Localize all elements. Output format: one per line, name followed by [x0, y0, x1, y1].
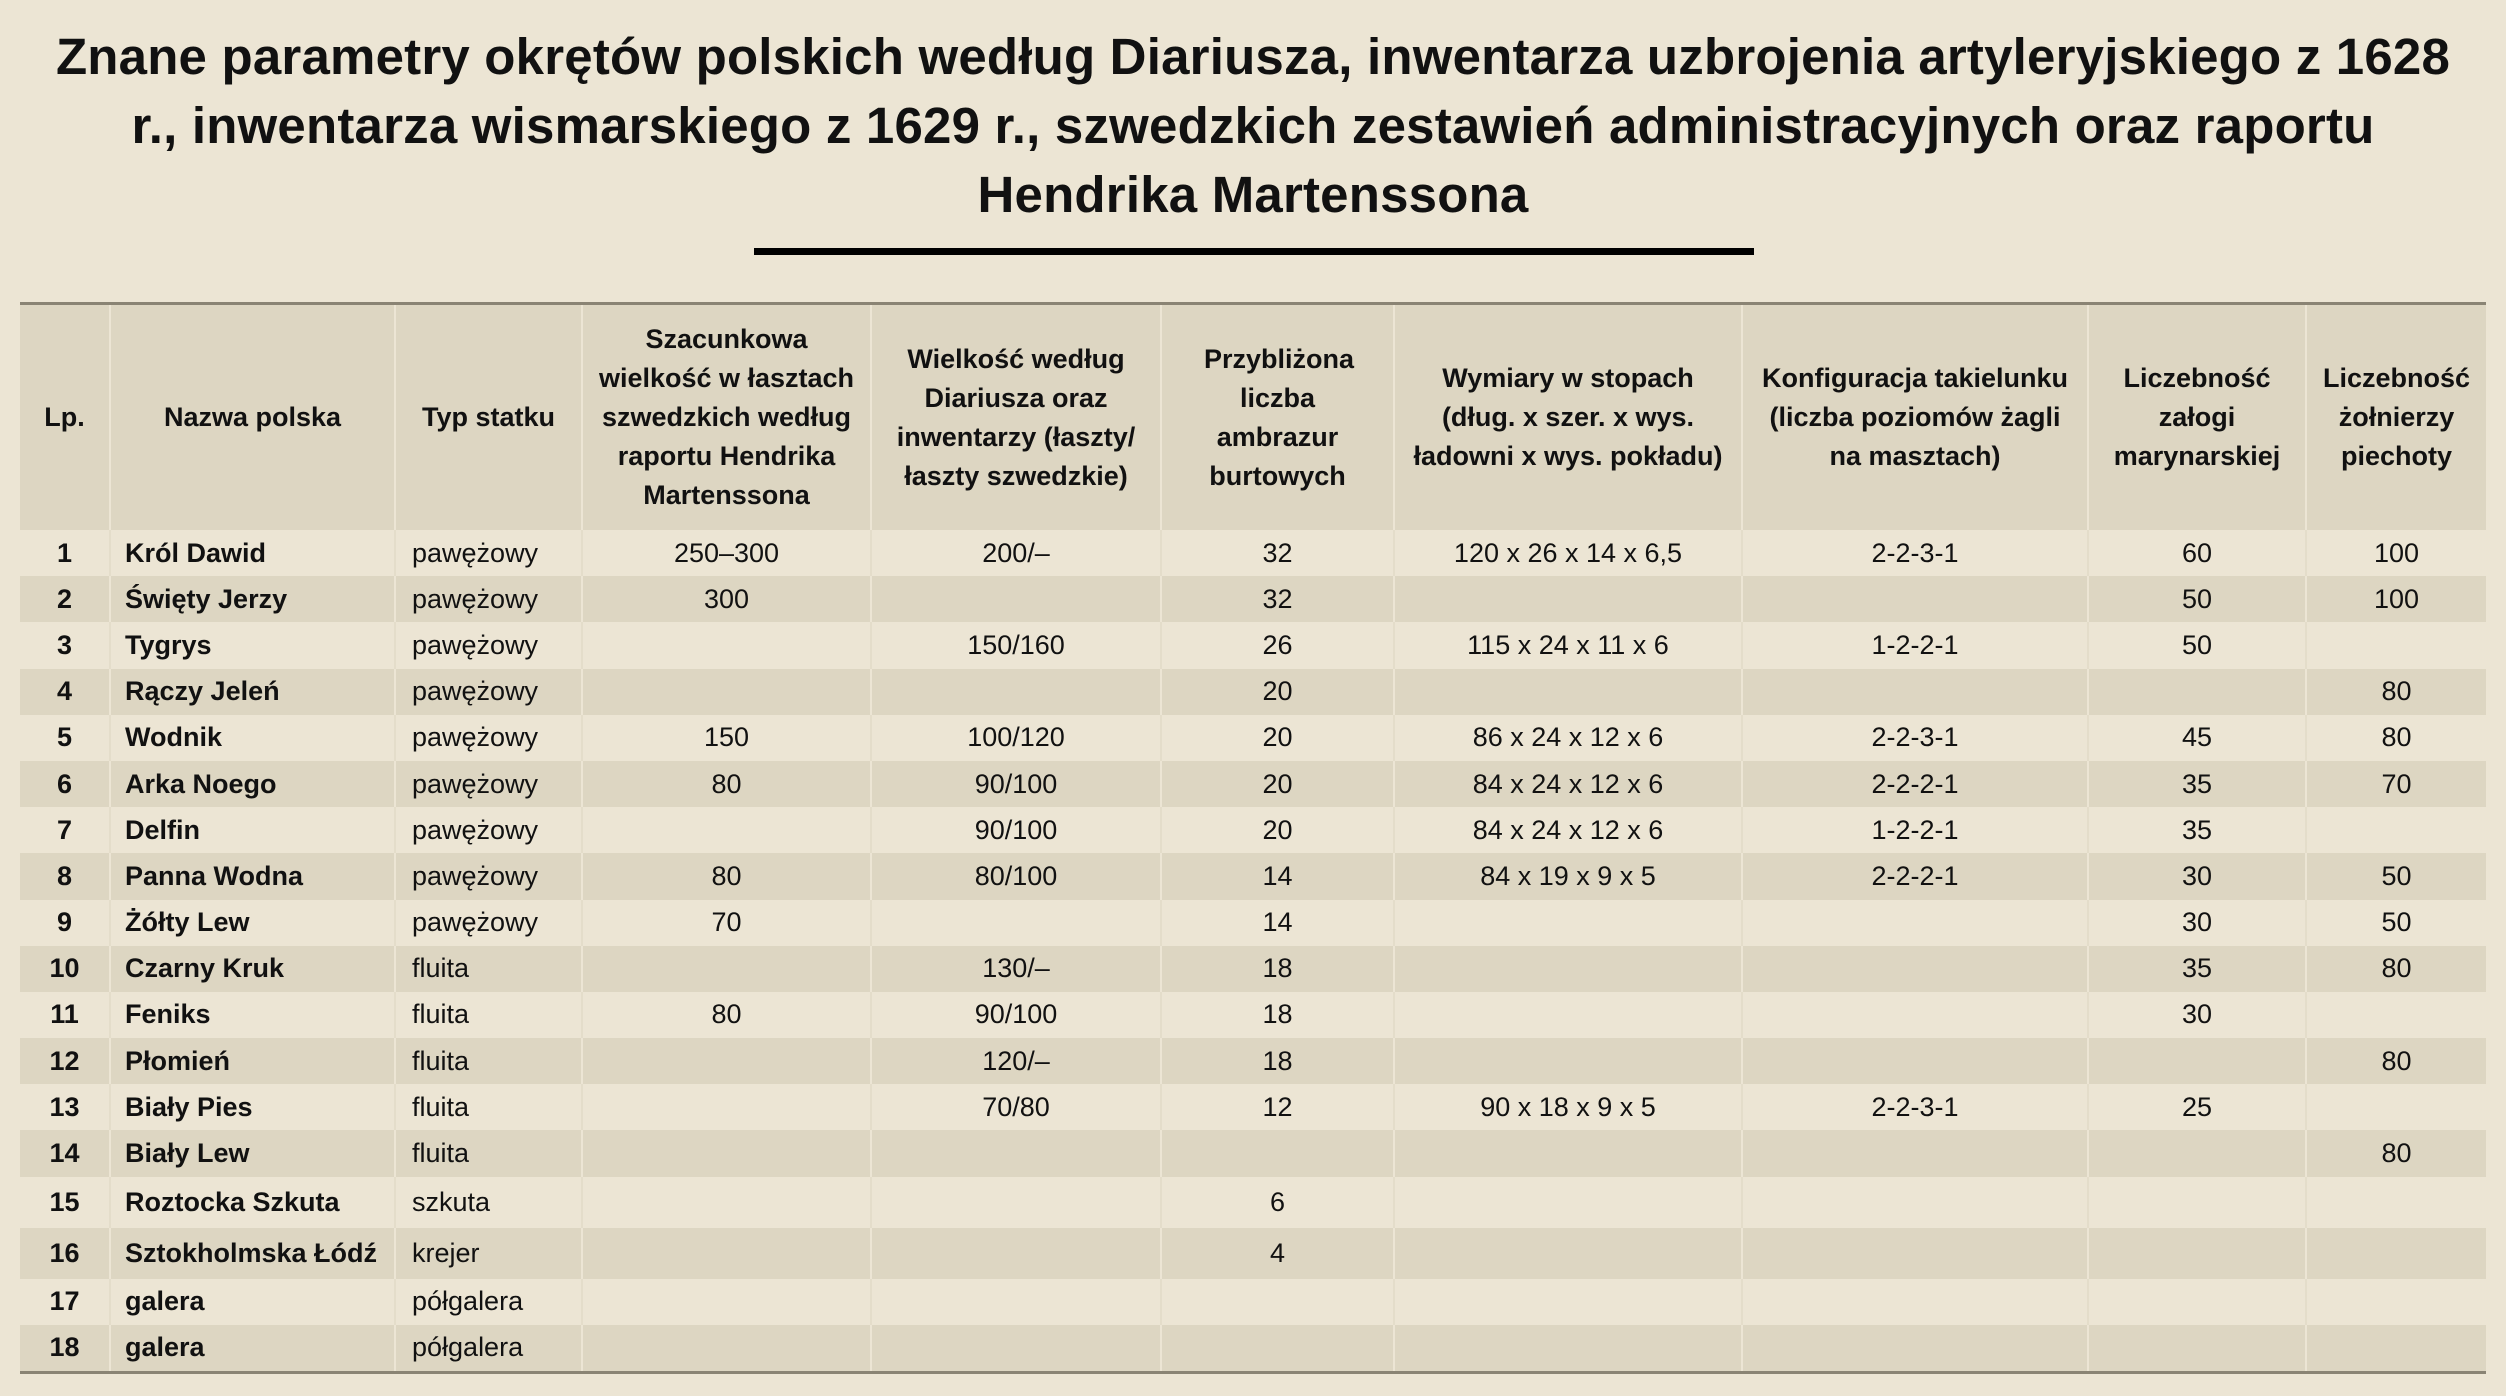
cell-type: pawężowy — [395, 715, 582, 761]
cell-swedish-lasts — [582, 1279, 871, 1325]
cell-dimensions: 120 x 26 x 14 x 6,5 — [1394, 530, 1742, 576]
cell-swedish-lasts: 250–300 — [582, 530, 871, 576]
cell-type: szkuta — [395, 1177, 582, 1228]
cell-type: krejer — [395, 1228, 582, 1279]
cell-rigging: 1-2-2-1 — [1742, 807, 2088, 853]
cell-dimensions — [1394, 669, 1742, 715]
cell-gunports: 32 — [1161, 530, 1394, 576]
table-row — [20, 992, 2486, 1038]
cell-sailors — [2088, 1038, 2306, 1084]
cell-diarium-size: 200/– — [871, 530, 1161, 576]
cell-sailors — [2088, 1279, 2306, 1325]
cell-rigging — [1742, 669, 2088, 715]
cell-dimensions: 84 x 19 x 9 x 5 — [1394, 853, 1742, 899]
cell-name: Król Dawid — [110, 530, 395, 576]
column-header-sailors: Liczebność załogi marynarskiej — [2088, 304, 2306, 531]
cell-name: Feniks — [110, 992, 395, 1038]
cell-rigging: 1-2-2-1 — [1742, 622, 2088, 668]
cell-diarium-size: 150/160 — [871, 622, 1161, 668]
cell-sailors: 25 — [2088, 1084, 2306, 1130]
cell-name: Rączy Jeleń — [110, 669, 395, 715]
column-header-name: Nazwa polska — [110, 304, 395, 531]
cell-lp: 18 — [20, 1325, 110, 1373]
cell-lp: 1 — [20, 530, 110, 576]
cell-swedish-lasts: 70 — [582, 900, 871, 946]
cell-name: galera — [110, 1279, 395, 1325]
cell-diarium-size: 90/100 — [871, 761, 1161, 807]
cell-dimensions: 115 x 24 x 11 x 6 — [1394, 622, 1742, 668]
cell-soldiers: 80 — [2306, 669, 2486, 715]
cell-name: Czarny Kruk — [110, 946, 395, 992]
cell-type: pawężowy — [395, 622, 582, 668]
cell-sailors — [2088, 1177, 2306, 1228]
cell-diarium-size — [871, 1177, 1161, 1228]
cell-type: pawężowy — [395, 900, 582, 946]
cell-gunports: 18 — [1161, 946, 1394, 992]
cell-diarium-size — [871, 1130, 1161, 1176]
cell-soldiers — [2306, 1228, 2486, 1279]
cell-diarium-size — [871, 900, 1161, 946]
cell-type: fluita — [395, 946, 582, 992]
cell-diarium-size: 90/100 — [871, 992, 1161, 1038]
cell-type: pawężowy — [395, 807, 582, 853]
cell-swedish-lasts — [582, 622, 871, 668]
cell-soldiers: 80 — [2306, 946, 2486, 992]
cell-sailors: 35 — [2088, 807, 2306, 853]
cell-diarium-size: 70/80 — [871, 1084, 1161, 1130]
cell-lp: 11 — [20, 992, 110, 1038]
cell-swedish-lasts — [582, 1084, 871, 1130]
cell-rigging — [1742, 1130, 2088, 1176]
cell-name: Biały Pies — [110, 1084, 395, 1130]
column-header-type: Typ statku — [395, 304, 582, 531]
table-row — [20, 900, 2486, 946]
cell-lp: 13 — [20, 1084, 110, 1130]
cell-swedish-lasts — [582, 807, 871, 853]
cell-diarium-size — [871, 1228, 1161, 1279]
cell-gunports: 6 — [1161, 1177, 1394, 1228]
cell-rigging — [1742, 1038, 2088, 1084]
cell-rigging: 2-2-3-1 — [1742, 1084, 2088, 1130]
cell-name: Arka Noego — [110, 761, 395, 807]
cell-sailors: 45 — [2088, 715, 2306, 761]
column-header-rigging: Konfiguracja takielunku (liczba poziomów żagli na masztach) — [1742, 304, 2088, 531]
cell-soldiers — [2306, 992, 2486, 1038]
cell-diarium-size: 100/120 — [871, 715, 1161, 761]
cell-dimensions — [1394, 1177, 1742, 1228]
cell-rigging — [1742, 946, 2088, 992]
cell-sailors: 50 — [2088, 622, 2306, 668]
cell-gunports: 26 — [1161, 622, 1394, 668]
table-header-row — [20, 304, 2486, 531]
cell-type: półgalera — [395, 1325, 582, 1373]
cell-sailors: 30 — [2088, 853, 2306, 899]
cell-lp: 15 — [20, 1177, 110, 1228]
cell-diarium-size — [871, 1325, 1161, 1373]
cell-gunports: 20 — [1161, 807, 1394, 853]
column-header-swedish-lasts: Szacunkowa wielkość w łasztach szwedzkich według raportu Hendrika Martenssona — [582, 304, 871, 531]
cell-swedish-lasts — [582, 946, 871, 992]
cell-soldiers — [2306, 622, 2486, 668]
table-row — [20, 807, 2486, 853]
cell-swedish-lasts: 150 — [582, 715, 871, 761]
cell-soldiers: 50 — [2306, 900, 2486, 946]
cell-swedish-lasts: 80 — [582, 992, 871, 1038]
cell-soldiers — [2306, 1084, 2486, 1130]
cell-type: fluita — [395, 1084, 582, 1130]
title-underline — [754, 248, 1754, 255]
cell-gunports — [1161, 1279, 1394, 1325]
cell-rigging — [1742, 1325, 2088, 1373]
cell-gunports: 14 — [1161, 853, 1394, 899]
cell-lp: 12 — [20, 1038, 110, 1084]
table-row — [20, 576, 2486, 622]
cell-name: Płomień — [110, 1038, 395, 1084]
cell-rigging — [1742, 900, 2088, 946]
table-row — [20, 1084, 2486, 1130]
table-row — [20, 1325, 2486, 1373]
cell-swedish-lasts — [582, 1038, 871, 1084]
cell-soldiers: 80 — [2306, 1038, 2486, 1084]
cell-rigging: 2-2-2-1 — [1742, 761, 2088, 807]
cell-diarium-size: 90/100 — [871, 807, 1161, 853]
cell-diarium-size — [871, 669, 1161, 715]
cell-dimensions — [1394, 1279, 1742, 1325]
cell-rigging — [1742, 1279, 2088, 1325]
cell-type: fluita — [395, 1038, 582, 1084]
cell-rigging: 2-2-3-1 — [1742, 530, 2088, 576]
cell-soldiers: 80 — [2306, 1130, 2486, 1176]
cell-name: Święty Jerzy — [110, 576, 395, 622]
cell-lp: 8 — [20, 853, 110, 899]
cell-soldiers — [2306, 1177, 2486, 1228]
cell-gunports: 20 — [1161, 761, 1394, 807]
cell-swedish-lasts — [582, 1228, 871, 1279]
table-row — [20, 1279, 2486, 1325]
cell-name: Biały Lew — [110, 1130, 395, 1176]
table-row — [20, 946, 2486, 992]
cell-swedish-lasts: 80 — [582, 761, 871, 807]
cell-rigging — [1742, 992, 2088, 1038]
cell-diarium-size: 120/– — [871, 1038, 1161, 1084]
cell-sailors — [2088, 1325, 2306, 1373]
cell-sailors — [2088, 1130, 2306, 1176]
table-row — [20, 853, 2486, 899]
cell-type: fluita — [395, 1130, 582, 1176]
cell-soldiers: 100 — [2306, 576, 2486, 622]
cell-swedish-lasts: 80 — [582, 853, 871, 899]
cell-gunports: 4 — [1161, 1228, 1394, 1279]
cell-diarium-size — [871, 1279, 1161, 1325]
cell-dimensions — [1394, 900, 1742, 946]
column-header-dimensions: Wymiary w stopach (dług. x szer. x wys. ładowni x wys. pokładu) — [1394, 304, 1742, 531]
table-row — [20, 1130, 2486, 1176]
cell-sailors: 50 — [2088, 576, 2306, 622]
cell-soldiers: 50 — [2306, 853, 2486, 899]
column-header-diarium-size: Wielkość według Diariusza oraz inwentarzy (łaszty/łaszty szwedzkie) — [871, 304, 1161, 531]
cell-lp: 5 — [20, 715, 110, 761]
cell-sailors — [2088, 1228, 2306, 1279]
cell-gunports: 18 — [1161, 992, 1394, 1038]
cell-gunports: 20 — [1161, 715, 1394, 761]
cell-dimensions — [1394, 576, 1742, 622]
table-row — [20, 530, 2486, 576]
cell-dimensions — [1394, 1038, 1742, 1084]
cell-swedish-lasts: 300 — [582, 576, 871, 622]
cell-sailors — [2088, 669, 2306, 715]
cell-type: fluita — [395, 992, 582, 1038]
cell-name: Wodnik — [110, 715, 395, 761]
cell-type: pawężowy — [395, 761, 582, 807]
table-row — [20, 761, 2486, 807]
cell-dimensions: 90 x 18 x 9 x 5 — [1394, 1084, 1742, 1130]
cell-name: galera — [110, 1325, 395, 1373]
cell-type: pawężowy — [395, 853, 582, 899]
table-row — [20, 669, 2486, 715]
column-header-lp: Lp. — [20, 304, 110, 531]
cell-lp: 16 — [20, 1228, 110, 1279]
cell-sailors: 30 — [2088, 992, 2306, 1038]
cell-name: Sztokholmska Łódź — [110, 1228, 395, 1279]
cell-gunports: 20 — [1161, 669, 1394, 715]
cell-gunports — [1161, 1325, 1394, 1373]
cell-swedish-lasts — [582, 1177, 871, 1228]
cell-sailors: 60 — [2088, 530, 2306, 576]
table-row — [20, 622, 2486, 668]
cell-diarium-size — [871, 576, 1161, 622]
cell-lp: 2 — [20, 576, 110, 622]
ships-table — [20, 302, 2486, 1374]
cell-sailors: 30 — [2088, 900, 2306, 946]
cell-swedish-lasts — [582, 1325, 871, 1373]
cell-sailors: 35 — [2088, 761, 2306, 807]
page-title: Znane parametry okrętów polskich według Diariusza, inwentarza uzbrojenia artyleryjskiego z 1628 r., inwentarza wismarskiego z 1629 r., szwedzkich zestawień administracyjnych oraz raportu Hendrika Martenssona — [55, 28, 2451, 223]
cell-gunports: 14 — [1161, 900, 1394, 946]
cell-gunports: 18 — [1161, 1038, 1394, 1084]
cell-dimensions: 86 x 24 x 12 x 6 — [1394, 715, 1742, 761]
cell-lp: 10 — [20, 946, 110, 992]
cell-type: pawężowy — [395, 669, 582, 715]
column-header-soldiers: Liczebność żołnierzy piechoty — [2306, 304, 2486, 531]
cell-type: pawężowy — [395, 576, 582, 622]
column-header-gunports: Przybliżona liczba ambrazur burtowych — [1161, 304, 1394, 531]
cell-soldiers — [2306, 1279, 2486, 1325]
cell-soldiers: 80 — [2306, 715, 2486, 761]
cell-rigging: 2-2-2-1 — [1742, 853, 2088, 899]
cell-swedish-lasts — [582, 1130, 871, 1176]
cell-lp: 17 — [20, 1279, 110, 1325]
cell-sailors: 35 — [2088, 946, 2306, 992]
cell-gunports — [1161, 1130, 1394, 1176]
cell-lp: 9 — [20, 900, 110, 946]
cell-dimensions — [1394, 1228, 1742, 1279]
cell-diarium-size: 130/– — [871, 946, 1161, 992]
cell-lp: 4 — [20, 669, 110, 715]
cell-lp: 6 — [20, 761, 110, 807]
table-row — [20, 1228, 2486, 1279]
cell-dimensions: 84 x 24 x 12 x 6 — [1394, 807, 1742, 853]
cell-lp: 3 — [20, 622, 110, 668]
cell-dimensions — [1394, 1130, 1742, 1176]
cell-name: Żółty Lew — [110, 900, 395, 946]
cell-dimensions — [1394, 946, 1742, 992]
cell-swedish-lasts — [582, 669, 871, 715]
cell-soldiers: 100 — [2306, 530, 2486, 576]
cell-type: półgalera — [395, 1279, 582, 1325]
cell-lp: 7 — [20, 807, 110, 853]
cell-rigging: 2-2-3-1 — [1742, 715, 2088, 761]
cell-rigging — [1742, 1177, 2088, 1228]
cell-rigging — [1742, 1228, 2088, 1279]
table-row — [20, 1177, 2486, 1228]
cell-name: Panna Wodna — [110, 853, 395, 899]
cell-name: Delfin — [110, 807, 395, 853]
cell-gunports: 32 — [1161, 576, 1394, 622]
cell-dimensions: 84 x 24 x 12 x 6 — [1394, 761, 1742, 807]
table-row — [20, 1038, 2486, 1084]
cell-type: pawężowy — [395, 530, 582, 576]
cell-name: Tygrys — [110, 622, 395, 668]
cell-soldiers: 70 — [2306, 761, 2486, 807]
cell-soldiers — [2306, 1325, 2486, 1373]
cell-name: Roztocka Szkuta — [110, 1177, 395, 1228]
cell-dimensions — [1394, 1325, 1742, 1373]
cell-gunports: 12 — [1161, 1084, 1394, 1130]
cell-dimensions — [1394, 992, 1742, 1038]
cell-rigging — [1742, 576, 2088, 622]
table-row — [20, 715, 2486, 761]
cell-diarium-size: 80/100 — [871, 853, 1161, 899]
cell-lp: 14 — [20, 1130, 110, 1176]
cell-soldiers — [2306, 807, 2486, 853]
